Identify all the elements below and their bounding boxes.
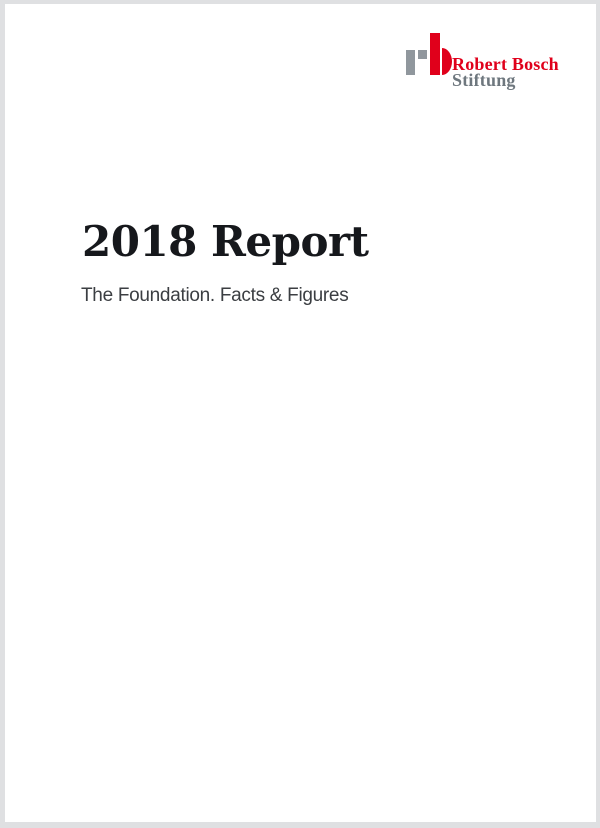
page-title: 2018 Report: [82, 217, 369, 266]
page-subtitle: The Foundation. Facts & Figures: [81, 285, 349, 306]
rb-monogram-r-dot: [418, 50, 427, 59]
logo-wordmark-stiftung: Stiftung: [452, 70, 516, 90]
robert-bosch-stiftung-logo: [0, 0, 600, 110]
page-background: [5, 4, 596, 822]
rb-monogram-b-bowl: [442, 48, 452, 75]
logo-wordmark: [452, 56, 559, 88]
rb-monogram-r-bar: [406, 50, 415, 75]
logo-wordmark-robert-bosch: Robert Bosch: [452, 54, 559, 74]
rb-monogram-b-bar: [430, 33, 440, 75]
